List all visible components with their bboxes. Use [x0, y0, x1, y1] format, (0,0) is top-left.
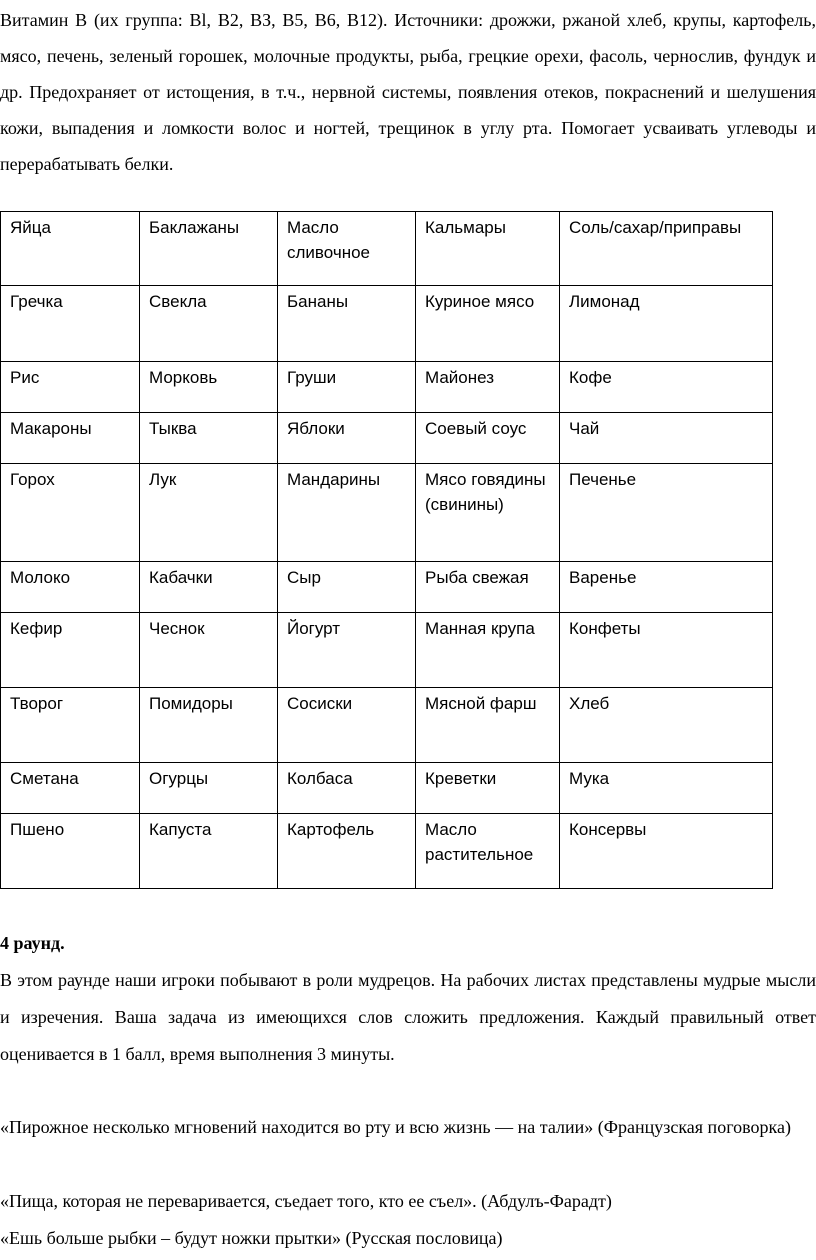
table-cell: Макароны — [1, 413, 140, 464]
table-cell: Кофе — [560, 362, 773, 413]
table-cell: Мясо говядины (свинины) — [416, 464, 560, 562]
table-cell: Мясной фарш — [416, 688, 560, 763]
table-cell: Майонез — [416, 362, 560, 413]
table-cell: Чеснок — [140, 613, 278, 688]
table-cell: Свекла — [140, 286, 278, 362]
table-cell: Морковь — [140, 362, 278, 413]
table-row — [1, 286, 773, 362]
table-cell: Картофель — [278, 814, 416, 889]
table-cell: Хлеб — [560, 688, 773, 763]
table-cell: Яблоки — [278, 413, 416, 464]
table-cell: Масло растительное — [416, 814, 560, 889]
table-cell: Сосиски — [278, 688, 416, 763]
table-cell: Капуста — [140, 814, 278, 889]
table-cell: Мандарины — [278, 464, 416, 562]
table-cell: Кефир — [1, 613, 140, 688]
table-cell: Колбаса — [278, 763, 416, 814]
table-cell: Чай — [560, 413, 773, 464]
table-cell: Сыр — [278, 562, 416, 613]
table-row — [1, 814, 773, 889]
table-cell: Масло сливочное — [278, 212, 416, 286]
table-cell: Молоко — [1, 562, 140, 613]
table-cell: Яйца — [1, 212, 140, 286]
table-cell: Помидоры — [140, 688, 278, 763]
table-row — [1, 413, 773, 464]
table-cell: Соевый соус — [416, 413, 560, 464]
table-cell: Груши — [278, 362, 416, 413]
table-cell: Лимонад — [560, 286, 773, 362]
table-cell: Мука — [560, 763, 773, 814]
table-row — [1, 613, 773, 688]
table-cell: Йогурт — [278, 613, 416, 688]
table-cell: Горох — [1, 464, 140, 562]
table-cell: Варенье — [560, 562, 773, 613]
table-cell: Лук — [140, 464, 278, 562]
table-row — [1, 212, 773, 286]
table-cell: Консервы — [560, 814, 773, 889]
table-cell: Печенье — [560, 464, 773, 562]
table-cell: Тыква — [140, 413, 278, 464]
quote-3: «Ешь больше рыбки – будут ножки прытки» (Русская пословица) — [0, 1228, 503, 1248]
table-cell: Рыба свежая — [416, 562, 560, 613]
table-cell: Баклажаны — [140, 212, 278, 286]
table-row — [1, 464, 773, 562]
table-cell: Творог — [1, 688, 140, 763]
table-cell: Кальмары — [416, 212, 560, 286]
round-description: В этом раунде наши игроки побывают в роли мудрецов. На рабочих листах представлены мудрые мысли и изречения. Ваша задача из имеющихся слов сложить предложения. Каждый правильный ответ оценивается в 1 балл, время выполнения 3 минуты. — [0, 970, 816, 1064]
table-row — [1, 763, 773, 814]
food-table — [0, 211, 773, 889]
table-cell: Куриное мясо — [416, 286, 560, 362]
table-cell: Креветки — [416, 763, 560, 814]
quote-2: «Пища, которая не переваривается, съедает того, кто ее съел». (Абдулъ-Фарадт) — [0, 1191, 612, 1211]
table-cell: Бананы — [278, 286, 416, 362]
round-heading: 4 раунд. — [0, 933, 65, 953]
table-cell: Манная крупа — [416, 613, 560, 688]
table-row — [1, 362, 773, 413]
table-cell: Конфеты — [560, 613, 773, 688]
table-row — [1, 562, 773, 613]
table-cell: Сметана — [1, 763, 140, 814]
table-cell: Гречка — [1, 286, 140, 362]
intro-paragraph: Витамин В (их группа: Вl, В2, ВЗ, В5, В6, В12). Источники: дрожжи, ржаной хлеб, крупы, картофель, мясо, печень, зеленый горошек, молочные продукты, рыба, грецкие орехи, фасоль, чернослив, фундук и др. Предохраняет от истощения, в т.ч., нервной системы, появления отеков, покраснений и шелушения кожи, выпадения и ломкости волос и ногтей, трещинок в углу рта. Помогает усваивать углеводы и перерабатывать белки. — [0, 10, 816, 174]
table-cell: Кабачки — [140, 562, 278, 613]
table-cell: Пшено — [1, 814, 140, 889]
table-cell: Соль/сахар/приправы — [560, 212, 773, 286]
table-cell: Огурцы — [140, 763, 278, 814]
table-row — [1, 688, 773, 763]
table-cell: Рис — [1, 362, 140, 413]
quote-1: «Пирожное несколько мгновений находится во рту и всю жизнь — на талии» (Французская поговорка) — [0, 1117, 791, 1137]
